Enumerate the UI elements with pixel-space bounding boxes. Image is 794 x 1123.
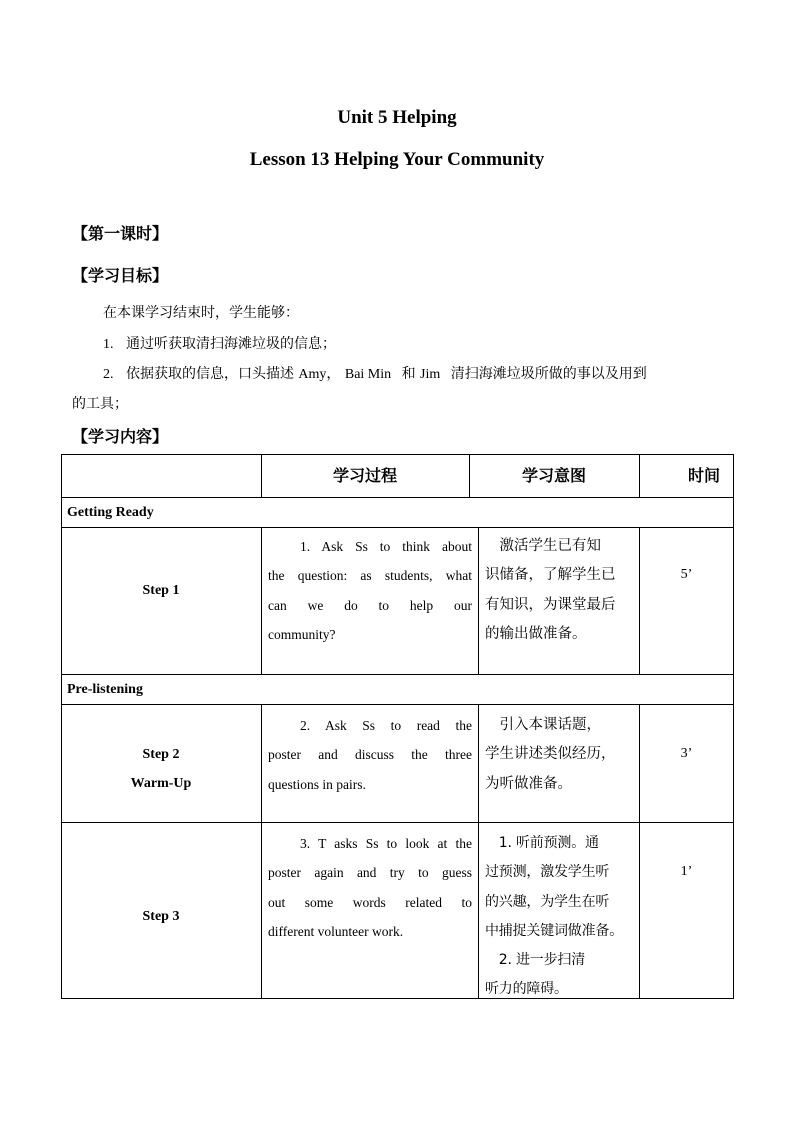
step-3-label: Step 3	[142, 909, 180, 924]
step-1-intent-line: 的输出做准备。	[485, 625, 587, 642]
objective-2-number: 2.	[103, 367, 114, 382]
step-1-process	[262, 532, 478, 649]
step-2-time: 3’	[680, 746, 693, 761]
objective-1-number: 1.	[103, 337, 114, 352]
step-1-label: Step 1	[142, 583, 180, 598]
step-1-time: 5’	[680, 567, 693, 582]
objectives-heading: 【学习目标】	[72, 266, 169, 285]
step-3-intent-line: 1. 听前预测。通	[485, 835, 599, 851]
period-heading: 【第一课时】	[72, 224, 169, 243]
step-1-intent-line: 激活学生已有知	[485, 538, 601, 554]
step-1-intent	[479, 532, 639, 649]
step-3-intent-line: 听力的障碍。	[485, 981, 568, 998]
objective-2-text-a: 依据获取的信息，口头描述	[125, 366, 294, 382]
step-3-process-line: 3. T asks Ss to look at the	[300, 836, 472, 851]
step-1-process-line: the question: as students, what	[268, 568, 472, 584]
lesson-plan-table	[61, 454, 734, 999]
step-3-intent-line: 的兴趣，为学生在听	[485, 893, 610, 910]
step-2-process	[262, 711, 478, 799]
objectives-intro: 在本课学习结束时，学生能够：	[103, 305, 299, 321]
step-2-process-line: questions in pairs.	[268, 776, 366, 792]
objective-1-text: 通过听获取清扫海滩垃圾的信息；	[125, 336, 336, 352]
step-2-label-line: Warm-Up	[130, 776, 192, 791]
step-2-process-line: poster and discuss the three	[268, 747, 472, 763]
step-3-process-line: poster again and try to guess	[268, 865, 472, 881]
step-3-process-line: out some words related to	[268, 894, 472, 910]
step-1-process-line: 1. Ask Ss to think about	[300, 539, 472, 554]
objective-2-name-baimin: Bai Min	[344, 367, 392, 382]
unit-title: Unit 5 Helping	[337, 107, 457, 128]
step-2-intent	[479, 711, 639, 799]
lesson-title: Lesson 13 Helping Your Community	[249, 149, 545, 170]
objective-2-name-jim: Jim	[420, 367, 441, 382]
step-3-intent	[479, 829, 639, 1005]
step-2-intent-line: 引入本课话题，	[485, 717, 601, 733]
step-3-time: 1’	[680, 864, 693, 879]
header-process: 学习过程	[332, 466, 397, 485]
step-3-intent-line: 过预测，激发学生听	[485, 864, 610, 881]
step-3-process	[262, 829, 478, 946]
step-1-process-line: community?	[268, 626, 336, 642]
step-2-intent-line: 学生讲述类似经历，	[485, 746, 616, 763]
content-heading: 【学习内容】	[72, 427, 169, 446]
step-2-label	[61, 740, 261, 798]
section-getting-ready: Getting Ready	[67, 505, 154, 520]
step-2-process-line: 2. Ask Ss to read the	[300, 718, 472, 733]
header-time: 时间	[687, 466, 720, 485]
objective-1	[103, 333, 336, 353]
step-1-intent-line: 识储备，了解学生已	[485, 567, 616, 584]
step-1-intent-line: 有知识，为课堂最后	[485, 596, 616, 613]
objective-2-continuation: 的工具；	[72, 396, 128, 412]
step-3-process-line: different volunteer work.	[268, 923, 404, 939]
objective-2-sep: ，	[326, 366, 341, 382]
objective-2-text-b: 清扫海滩垃圾所做的事以及用到	[450, 366, 647, 382]
step-2-label-line: Step 2	[142, 747, 180, 762]
section-pre-listening: Pre-listening	[67, 682, 143, 697]
objective-2-name-amy: Amy	[298, 367, 327, 382]
step-3-intent-line: 2. 进一步扫清	[485, 952, 586, 969]
step-1-process-line: can we do to help our	[268, 597, 472, 613]
objective-2-and: 和	[401, 366, 416, 382]
header-intent: 学习意图	[521, 466, 586, 485]
step-2-intent-line: 为听做准备。	[485, 775, 572, 792]
step-3-intent-line: 中捕捉关键词做准备。	[485, 922, 623, 939]
objective-2	[103, 363, 728, 383]
